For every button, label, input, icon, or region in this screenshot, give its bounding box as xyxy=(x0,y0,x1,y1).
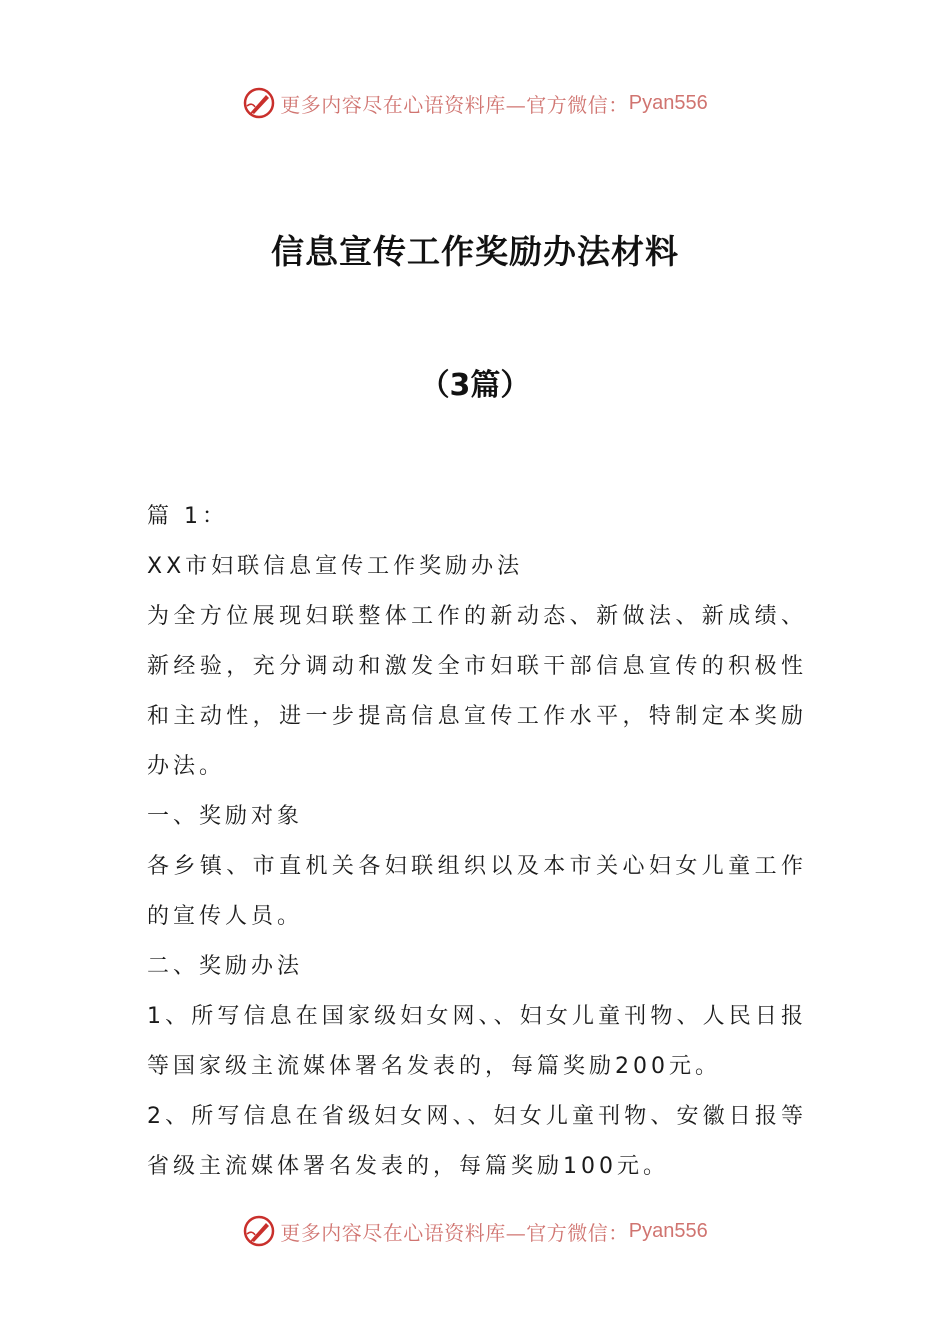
section-heading-award-methods: 二、奖励办法 xyxy=(147,954,304,979)
intro-paragraph: 为全方位展现妇联整体工作的新动态、新做法、新成绩、新经验，充分调动和激发全市妇联干部信息宣传的积极性和主动性，进一步提高信息宣传工作水平，特制定本奖励办法。 xyxy=(147,604,807,779)
section-label: 篇 1： xyxy=(147,504,228,529)
watermark-wechat-id: Pyan556 xyxy=(628,1219,708,1242)
award-method-item-2: 2、所写信息在省级妇女网、、妇女儿童刊物、安徽日报等省级主流媒体署名发表的，每篇奖励100元。 xyxy=(147,1104,807,1179)
document-subtitle: （3篇） xyxy=(419,368,531,403)
award-method-item-1: 1、所写信息在国家级妇女网、、妇女儿童刊物、人民日报等国家级主流媒体署名发表的，每篇奖励200元。 xyxy=(147,1004,807,1079)
award-targets-paragraph: 各乡镇、市直机关各妇联组织以及本市关心妇女儿童工作的宣传人员。 xyxy=(147,854,807,929)
document-title: 信息宣传工作奖励办法材料 xyxy=(271,232,679,271)
pen-logo-icon xyxy=(242,86,276,120)
watermark-header xyxy=(0,83,950,123)
section-heading-award-targets: 一、奖励对象 xyxy=(147,804,304,829)
pen-logo-icon xyxy=(242,1214,276,1248)
watermark-footer xyxy=(0,1211,950,1251)
watermark-wechat-id: Pyan556 xyxy=(628,91,708,114)
watermark-text: 更多内容尽在心语资料库—官方微信： xyxy=(280,92,629,117)
document-body xyxy=(147,492,807,1192)
article-heading: XX市妇联信息宣传工作奖励办法 xyxy=(147,554,524,579)
watermark-text: 更多内容尽在心语资料库—官方微信： xyxy=(280,1220,629,1245)
